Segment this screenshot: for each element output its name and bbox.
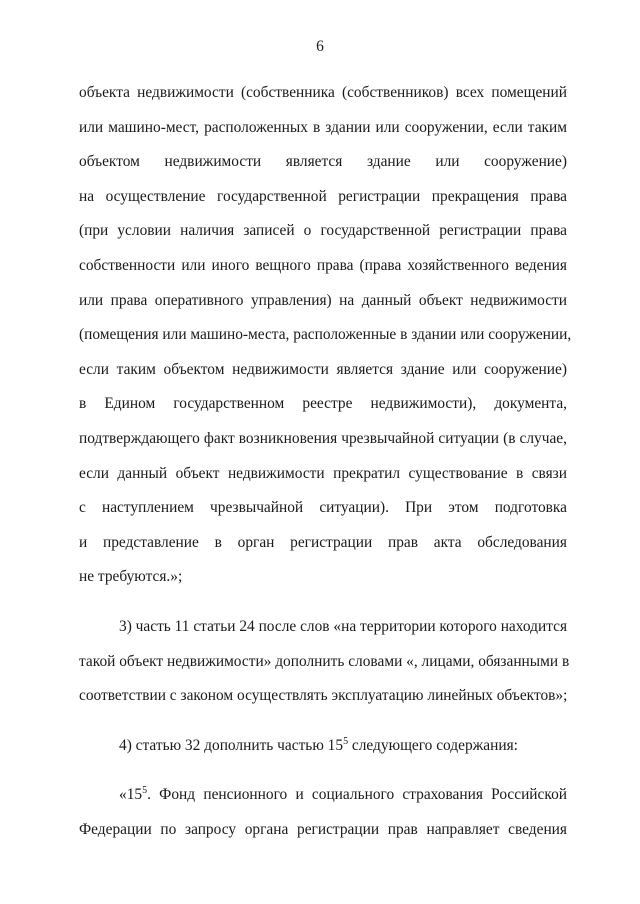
paragraph-part-15-5	[79, 778, 567, 847]
text-line: объекта недвижимости (собственника (собственников) всех помещений	[79, 84, 567, 101]
page-number: 6	[316, 38, 324, 55]
text-line: на осуществление государственной регистрации прекращения права	[79, 187, 567, 205]
text-line	[79, 778, 567, 813]
paragraph-continuation	[79, 76, 572, 595]
text-run: следующего содержания:	[348, 736, 518, 754]
superscript: 5	[343, 735, 349, 747]
text-run: 4) статью 32 дополнить частью 15	[119, 736, 344, 754]
paragraph-item-4	[79, 729, 567, 764]
text-line: и представление в орган регистрации прав акта обследования	[79, 533, 567, 551]
text-line: если таким объектом недвижимости является здание или сооружение)	[79, 360, 567, 378]
text-line: объектом недвижимости является здание или сооружение)	[79, 153, 567, 171]
text-line: или машино-мест, расположенных в здании или сооружении, если таким	[79, 118, 567, 136]
text-line: или права оперативного управления) на данный объект недвижимости	[79, 291, 567, 309]
text-line: соответствии с законом осуществлять эксплуатацию линейных объектов»;	[79, 687, 568, 705]
superscript: 5	[142, 785, 148, 797]
text-line: (при условии наличия записей о государственной регистрации права	[79, 222, 567, 240]
text-line: Федерации по запросу органа регистрации прав направляет сведения	[79, 820, 567, 838]
text-line: подтверждающего факт возникновения чрезвычайной ситуации (в случае,	[79, 429, 567, 447]
text-line: с наступлением чрезвычайной ситуации). При этом подготовка	[79, 499, 567, 517]
text-line: не требуются.»;	[79, 568, 183, 586]
text-line: 3) часть 11 статьи 24 после слов «на территории которого находится	[119, 617, 568, 635]
text-line	[79, 729, 567, 764]
text-run: . Фонд пенсионного и социального страхования Российской	[147, 786, 567, 804]
text-line: такой объект недвижимости» дополнить словами «, лицами, обязанными в	[79, 652, 570, 670]
text-line: (помещения или машино-места, расположенные в здании или сооружении,	[79, 326, 572, 344]
text-line: если данный объект недвижимости прекратил существование в связи	[79, 464, 567, 482]
text-line: в Едином государственном реестре недвижимости), документа,	[79, 395, 567, 413]
document-body	[79, 76, 572, 847]
text-line: собственности или иного вещного права (права хозяйственного ведения	[79, 256, 567, 274]
text-run: «15	[119, 786, 143, 804]
paragraph-item-3	[79, 610, 570, 714]
